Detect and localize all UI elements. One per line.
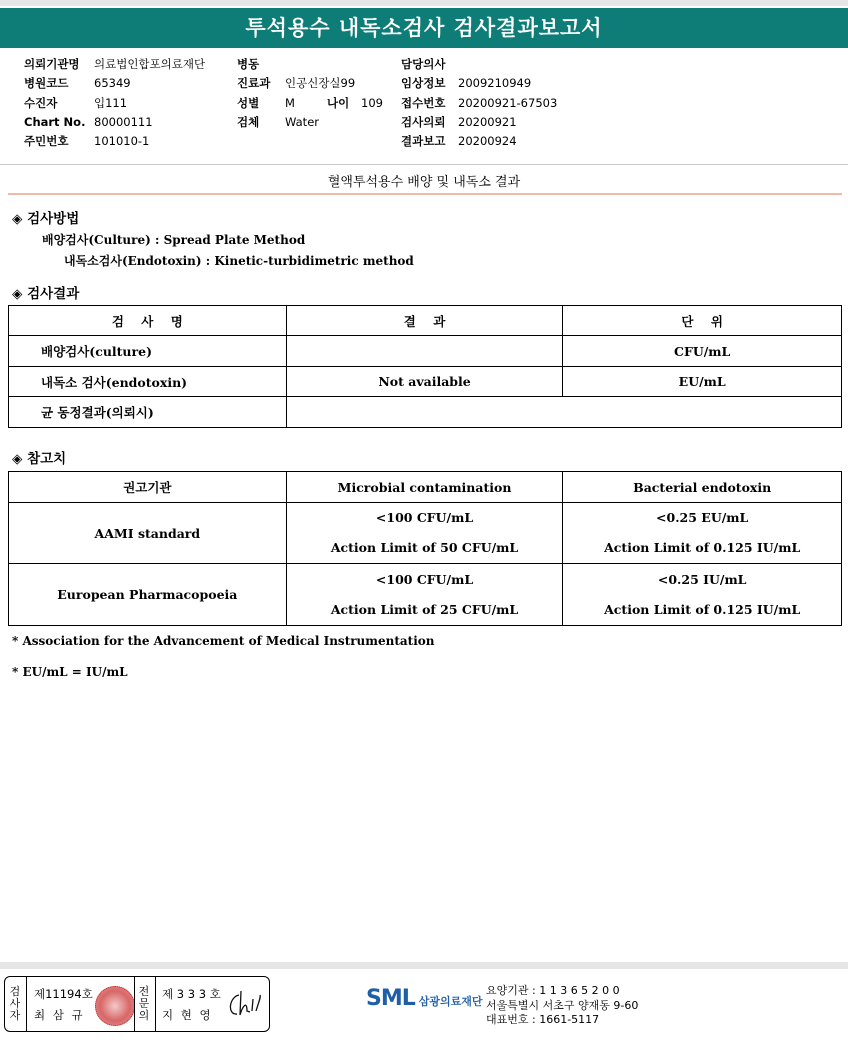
table-row: AAMI standard <100 CFU/mL Action Limit of 50 CFU/mL <0.25 EU/mL Action Limit of 0.125 IU/mL bbox=[9, 503, 842, 564]
header-divider bbox=[0, 164, 848, 165]
info-row: 담당의사 bbox=[401, 57, 446, 71]
info-column-3 bbox=[401, 55, 557, 151]
subtitle-underline bbox=[8, 193, 842, 195]
specialist-label: 전 문 의 bbox=[138, 985, 150, 1022]
info-column-1 bbox=[24, 55, 205, 151]
specialist-name: 지 현 영 bbox=[162, 1008, 213, 1022]
info-row: 결과보고 20200924 bbox=[401, 134, 517, 149]
org-address: 요양기관 : 1 1 3 6 5 2 0 0 서울특별시 서초구 양재동 9-60 대표번호 : 1661-5117 bbox=[486, 984, 639, 1026]
method-culture: 배양검사(Culture) : Spread Plate Method bbox=[42, 233, 306, 247]
reference-heading: ◈ 참고치 bbox=[12, 451, 67, 467]
top-bar bbox=[0, 0, 848, 6]
tester-license: 제11194호 bbox=[34, 987, 93, 1001]
results-heading: ◈ 검사결과 bbox=[12, 286, 80, 302]
info-row: 수진자 입111 bbox=[24, 95, 128, 110]
seal-icon bbox=[95, 986, 135, 1026]
diamond-bullet-icon: ◈ bbox=[12, 286, 23, 302]
info-row: 검사의뢰 20200921 bbox=[401, 114, 517, 129]
info-row: 진료과 인공신장실99 bbox=[237, 76, 356, 91]
method-heading: ◈ 검사방법 bbox=[12, 211, 80, 227]
table-row: 배양검사(culture) CFU/mL bbox=[9, 336, 842, 367]
reference-table bbox=[8, 471, 842, 626]
info-row: 임상정보 2009210949 bbox=[401, 76, 532, 91]
info-row: 주민번호 101010-1 bbox=[24, 134, 150, 149]
tester-label: 검 사 자 bbox=[9, 985, 21, 1022]
reference-header-row: 권고기관 Microbial contamination Bacterial endotoxin bbox=[9, 472, 842, 503]
info-row: 병원코드 65349 bbox=[24, 76, 131, 91]
info-row: 접수번호 20200921-67503 bbox=[401, 95, 558, 110]
results-header-row: 검 사 명 결 과 단 위 bbox=[9, 306, 842, 336]
diamond-bullet-icon: ◈ bbox=[12, 211, 23, 227]
signature-icon bbox=[223, 987, 263, 1023]
diamond-bullet-icon: ◈ bbox=[12, 451, 23, 467]
specialist-license: 제 3 3 3 호 bbox=[162, 987, 221, 1001]
table-row: 내독소 검사(endotoxin) Not available EU/mL bbox=[9, 367, 842, 397]
tester-name: 최 삼 규 bbox=[34, 1008, 85, 1022]
signature-box bbox=[4, 976, 270, 1032]
footer-bar bbox=[0, 962, 848, 969]
table-row: 균 동정결과(의뢰시) bbox=[9, 397, 842, 428]
report-title: 투석용수 내독소검사 검사결과보고서 bbox=[0, 8, 848, 48]
info-column-2 bbox=[237, 55, 383, 132]
method-endotoxin: 내독소검사(Endotoxin) : Kinetic-turbidimetric method bbox=[64, 254, 414, 268]
info-row: 병동 bbox=[237, 57, 260, 71]
info-row: 검체 Water bbox=[237, 114, 319, 129]
sml-logo: SML 삼광의료재단 bbox=[366, 986, 483, 1011]
report-subtitle: 혈액투석용수 배양 및 내독소 결과 bbox=[327, 175, 521, 190]
note-units: * EU/mL = IU/mL bbox=[12, 665, 128, 679]
note-aami: * Association for the Advancement of Medical Instrumentation bbox=[12, 634, 435, 648]
info-row: 의뢰기관명 의료법인합포의료재단 bbox=[24, 57, 206, 71]
info-row: 성별 M 나이 109 bbox=[237, 95, 383, 110]
results-table bbox=[8, 305, 842, 428]
table-row: European Pharmacopoeia <100 CFU/mL Action Limit of 25 CFU/mL <0.25 IU/mL Action Limit of 0.125 IU/mL bbox=[9, 564, 842, 626]
info-row: Chart No. 80000111 bbox=[24, 114, 153, 129]
